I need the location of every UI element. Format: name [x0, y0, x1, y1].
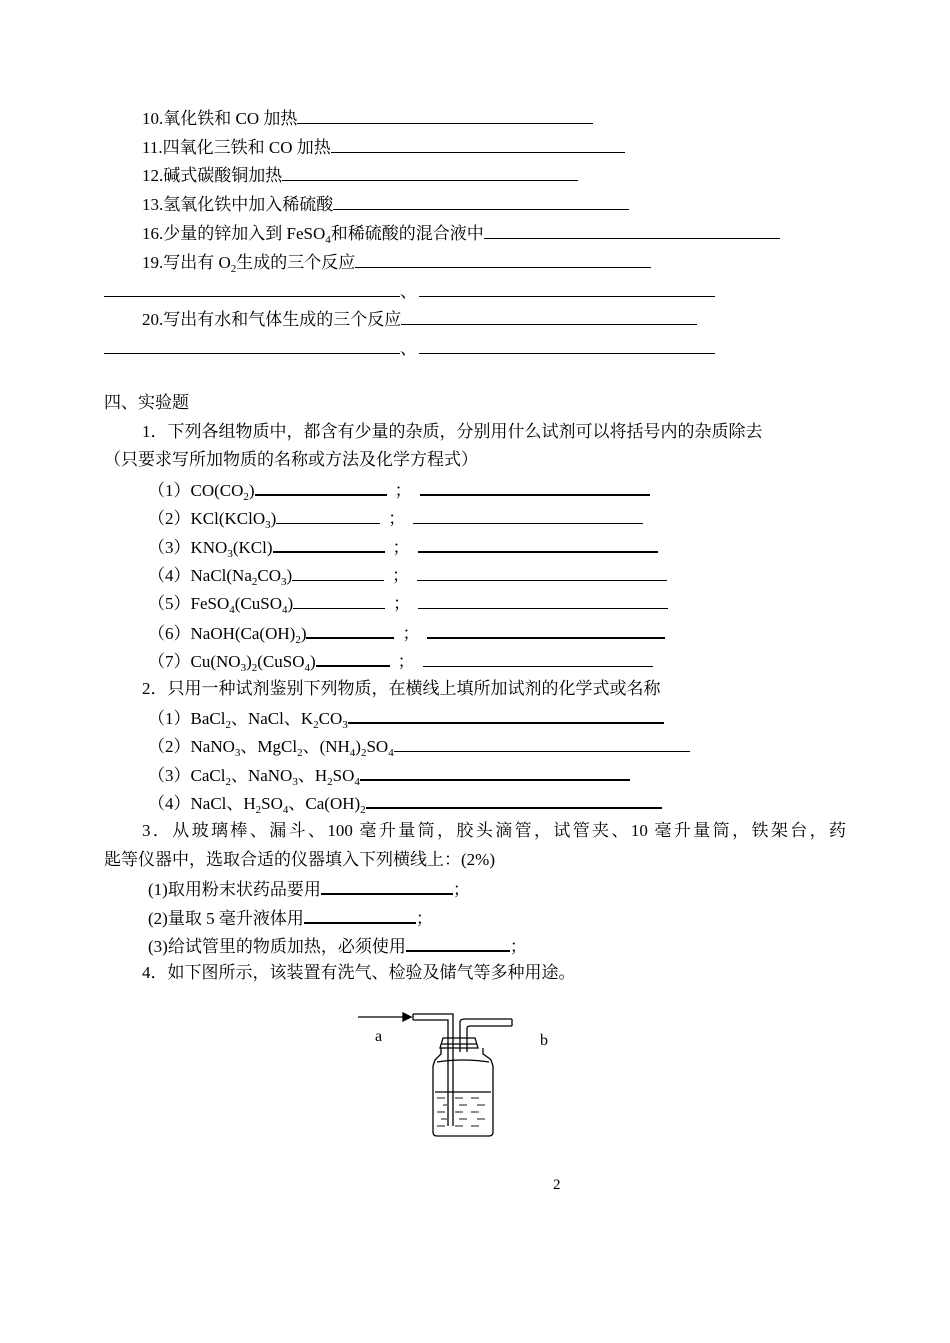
exp3-item-2: (2)量取 5 毫升液体用 ；	[148, 909, 433, 928]
reagent-blank[interactable]	[394, 736, 690, 752]
instrument-blank[interactable]	[304, 907, 416, 924]
exp2-item-3: （3）CaCl$_2$、NaNO$_3$、$H_2SO_4$	[148, 764, 630, 784]
reagent-blank[interactable]	[366, 792, 662, 809]
exp1-item-7: $(7)Cu(NO_3)_2(CuSO_4)$ ；	[148, 650, 653, 670]
reagent-blank[interactable]	[306, 622, 394, 639]
question-19-blanks: 、	[104, 281, 715, 301]
exp1-item-6: $(6)NaOH(Ca(OH)_2)$ ；	[148, 622, 665, 642]
exp1-item-2: （2）KCl(KClO$_3$) ；	[148, 508, 643, 528]
reagent-blank[interactable]	[292, 565, 384, 581]
answer-blank[interactable]	[282, 165, 578, 181]
question-20: 20.写出有水和气体生成的三个反应	[142, 309, 697, 329]
section-title: 四、实验题	[104, 393, 189, 412]
inlet-arrow-head	[403, 1013, 411, 1021]
question-12: 12.碱式碳酸铜加热	[142, 165, 578, 185]
exp1-prompt-line1: 1．下列各组物质中，都含有少量的杂质，分别用什么试剂可以将括号内的杂质除去	[142, 422, 763, 441]
answer-blank[interactable]	[419, 281, 715, 297]
answer-blank[interactable]	[331, 137, 625, 153]
reagent-blank[interactable]	[360, 764, 630, 781]
reagent-blank[interactable]	[348, 707, 664, 724]
exp3-prompt-line1: 3．从玻璃棒、漏斗、100 毫升量筒，胶头滴管，试管夹、10 毫升量筒，铁架台，药	[142, 821, 846, 840]
equation-blank[interactable]	[420, 479, 650, 496]
inlet-tube-inner	[413, 1020, 448, 1126]
exp1-item-5: （5）FeSO$_4$(CuSO$_4$) ；	[148, 593, 668, 613]
equation-blank[interactable]	[417, 565, 667, 581]
equation-blank[interactable]	[413, 508, 643, 524]
instrument-blank[interactable]	[406, 935, 510, 952]
reagent-blank[interactable]	[255, 479, 387, 496]
equation-blank[interactable]	[423, 651, 653, 667]
exp2-item-4: （4）NaCl、$H_2SO_4$、$Ca(OH)_2$	[148, 792, 662, 812]
exp1-item-4: $(4)NaCl(Na_2CO_3)$ ；	[148, 565, 667, 585]
question-20-blanks: 、	[104, 338, 715, 358]
liquid-hatching	[437, 1098, 485, 1126]
exp1-item-1: $(1)CO(CO_2)$ ；	[148, 479, 650, 499]
reagent-blank[interactable]	[273, 536, 385, 553]
exp1-item-3: $(3)KNO_3(KCl)$ ；	[148, 536, 658, 556]
answer-blank[interactable]	[484, 223, 780, 239]
stopper	[440, 1038, 478, 1048]
question-13: 13.氢氧化铁中加入稀硫酸	[142, 194, 629, 214]
exp3-item-3: (3)给试管里的物质加热，必须使用 ；	[148, 937, 527, 956]
exp2-item-1: （1）BaCl$_2$、NaCl、$K_2CO_3$	[148, 707, 664, 727]
question-11: 11.四氧化三铁和 CO 加热	[142, 137, 625, 157]
equation-blank[interactable]	[418, 593, 668, 609]
reagent-blank[interactable]	[316, 650, 390, 667]
answer-blank[interactable]	[355, 252, 651, 268]
exp3-item-1: (1)取用粉末状药品要用 ；	[148, 880, 470, 899]
answer-blank[interactable]	[419, 338, 715, 354]
question-19: 19.写出有 $O_2$生成的三个反应	[142, 252, 651, 272]
instrument-blank[interactable]	[321, 878, 453, 895]
outlet-tube-inner	[460, 1019, 512, 1052]
exp1-prompt-line2: （只要求写所加物质的名称或方法及化学方程式）	[104, 450, 478, 469]
answer-blank[interactable]	[297, 108, 593, 124]
equation-blank[interactable]	[418, 536, 658, 553]
exp2-prompt: 2．只用一种试剂鉴别下列物质，在横线上填所加试剂的化学式或名称	[142, 679, 661, 698]
reagent-blank[interactable]	[276, 508, 380, 524]
reagent-blank[interactable]	[293, 593, 385, 609]
question-16: 16.少量的锌加入到 FeSO$_4$和稀硫酸的混合液中	[142, 223, 780, 243]
equation-blank[interactable]	[427, 622, 665, 639]
exp4-prompt: 4．如下图所示，该装置有洗气、检验及储气等多种用途。	[142, 963, 576, 982]
page-number: 2	[553, 1177, 561, 1193]
exp3-prompt-line2: 匙等仪器中，选取合适的仪器填入下列横线上：(2%)	[104, 850, 495, 869]
question-10: 10.氧化铁和 CO 加热	[142, 108, 593, 128]
answer-blank[interactable]	[401, 309, 697, 325]
gas-washing-bottle-diagram	[355, 1008, 565, 1138]
label-a: a	[375, 1028, 383, 1045]
answer-blank[interactable]	[104, 338, 400, 354]
label-b: b	[540, 1032, 548, 1049]
answer-blank[interactable]	[104, 281, 400, 297]
answer-blank[interactable]	[333, 194, 629, 210]
exp2-item-2: （2）NaNO$_3$、MgCl$_2$、$(NH_4)_2SO_4$	[148, 736, 690, 756]
